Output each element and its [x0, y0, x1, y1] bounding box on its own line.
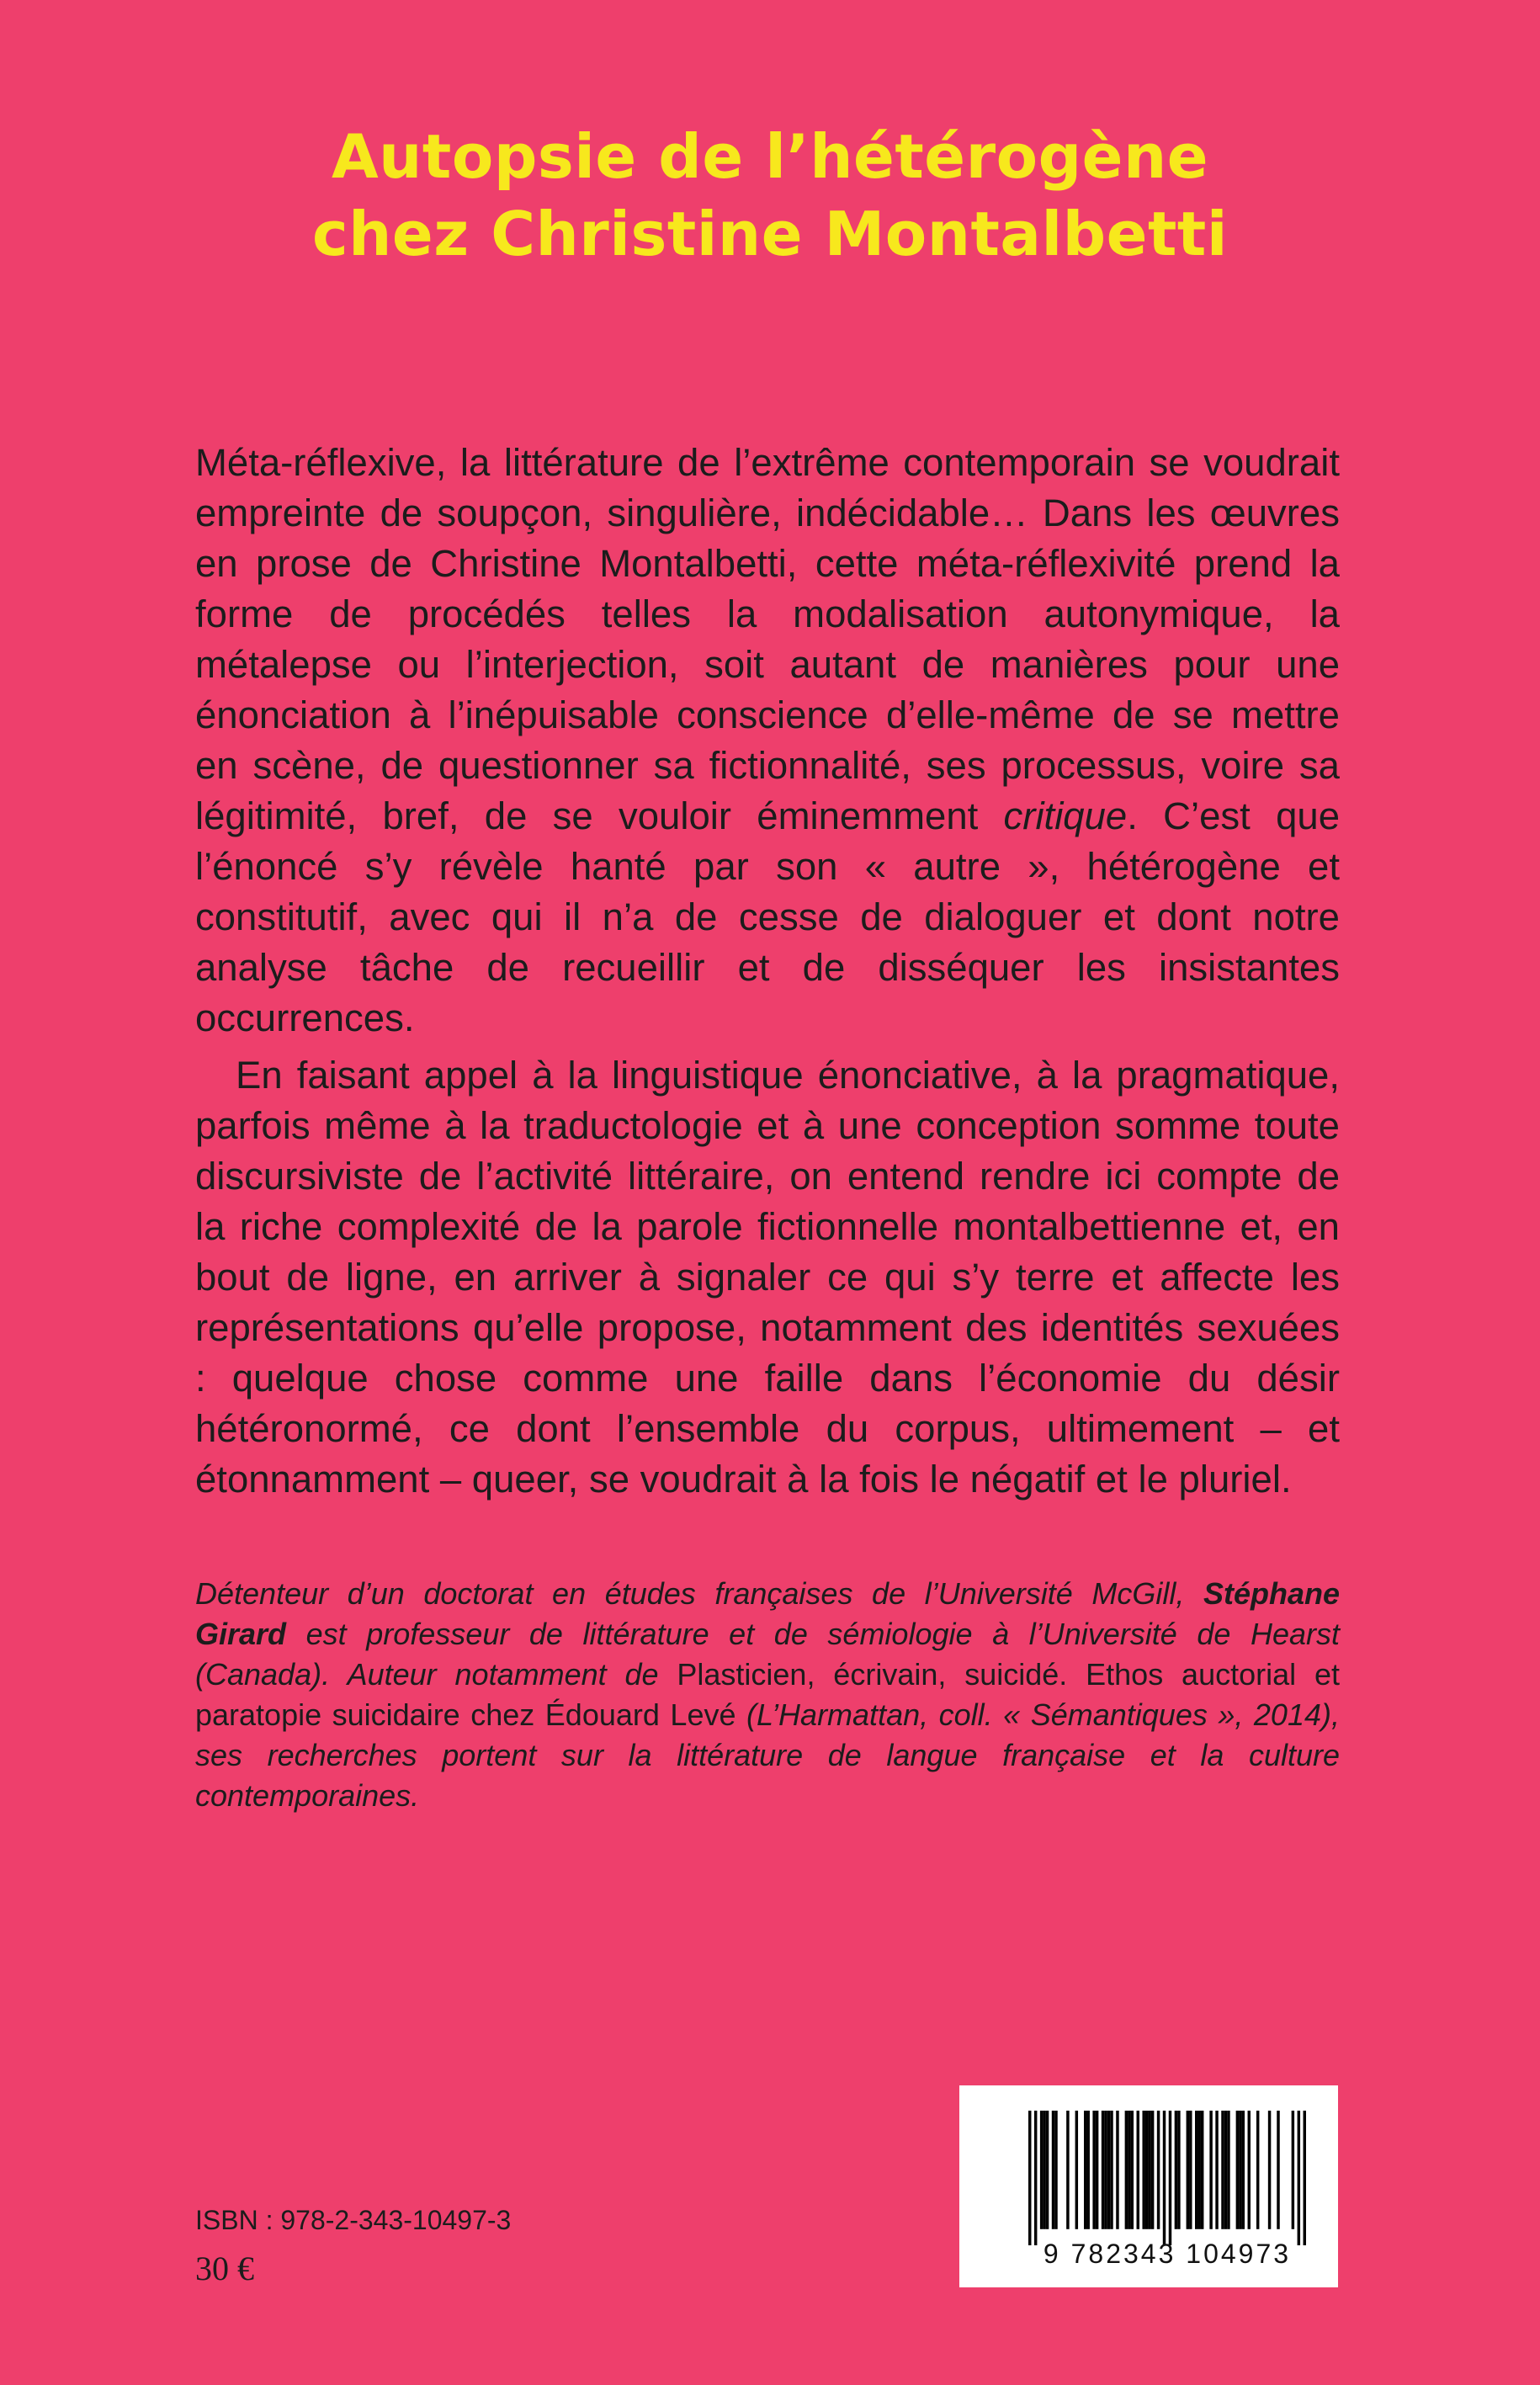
barcode-panel: [959, 2085, 1338, 2287]
barcode-bar: [1224, 2111, 1227, 2229]
barcode-bar: [1131, 2111, 1134, 2229]
barcode-bar: [1248, 2111, 1251, 2229]
book-title: [0, 118, 1540, 273]
barcode-bar: [1215, 2111, 1218, 2229]
barcode-bar: [1110, 2111, 1113, 2229]
barcode-bar: [1096, 2111, 1098, 2229]
barcode-bar: [1084, 2111, 1086, 2229]
barcode-bar: [1236, 2111, 1239, 2229]
barcode-bar: [1175, 2111, 1177, 2229]
barcode-bar: [1298, 2111, 1300, 2245]
title-line-2: chez Christine Montalbetti: [311, 199, 1229, 269]
isbn-label: ISBN : 978-2-343-10497-3: [195, 2205, 512, 2235]
barcode-bar: [1046, 2111, 1049, 2229]
author-bio: [195, 1574, 1340, 1816]
title-line-1: Autopsie de l’hétérogène: [331, 121, 1209, 192]
summary-paragraph-1: [195, 438, 1340, 1044]
barcode-bar: [1292, 2111, 1294, 2229]
barcode-bar: [1227, 2111, 1229, 2229]
barcode-bar: [1256, 2111, 1259, 2229]
barcode-bar: [1187, 2111, 1189, 2229]
barcode-bar: [1151, 2111, 1154, 2229]
barcode-bar: [1189, 2111, 1192, 2229]
barcode-bar: [1145, 2111, 1148, 2229]
author-bio-paragraph: [195, 1574, 1340, 1816]
barcode-bar: [1209, 2111, 1212, 2229]
barcode-bar: [1177, 2111, 1180, 2229]
bio-part-1: Détenteur d’un doctorat en études françaises de l’Université McGill,: [195, 1576, 1203, 1611]
summary-p1-start: Méta-réflexive, la littérature de l’extrême contemporain se voudrait empreinte de soupçon, singulière, indécidable… Dans les œuvres en prose de Christine Montalbetti, cette méta-réflexivité prend la forme de procédés telles la modalisation autonymique, la métalepse ou l’interjection, soit autant de manières pour une énonciation à l’inépuisable conscience d’elle-même de se mettre en scène, de questionner sa fictionnalité, ses processus, voire sa légitimité, bref, de se vouloir éminemment: [195, 441, 1340, 837]
barcode-bar: [1086, 2111, 1089, 2229]
barcode-icon: [1028, 2111, 1306, 2245]
barcode-bar: [1142, 2111, 1144, 2229]
price-label: 30 €: [195, 2250, 254, 2287]
bio-book-title: Plasticien, écrivain, suicidé. Ethos auctorial et paratopie suicidaire chez Édouard Levé: [195, 1657, 1340, 1732]
barcode-bar: [1163, 2111, 1166, 2245]
barcode-bar: [1304, 2111, 1306, 2245]
author-name: Stéphane Girard: [195, 1576, 1340, 1651]
barcode-bar: [1066, 2111, 1069, 2229]
barcode-bar: [1201, 2111, 1203, 2229]
barcode-bar: [1125, 2111, 1128, 2229]
barcode-bar: [1092, 2111, 1095, 2229]
barcode-bar: [1107, 2111, 1110, 2229]
barcode-bar: [1221, 2111, 1224, 2229]
barcode-bar: [1040, 2111, 1043, 2229]
barcode-bar: [1102, 2111, 1104, 2229]
barcode-bar: [1137, 2111, 1139, 2229]
barcode-bar: [1034, 2111, 1037, 2245]
barcode-bar: [1116, 2111, 1118, 2229]
barcode-bar: [1242, 2111, 1245, 2229]
barcode-bar: [1268, 2111, 1271, 2229]
barcode-digits: 9 782343 104973: [1043, 2239, 1292, 2269]
barcode-bar: [1128, 2111, 1130, 2229]
barcode-bar: [1239, 2111, 1241, 2229]
barcode-bar: [1157, 2111, 1160, 2229]
summary-p1-end: . C’est que l’énoncé s’y révèle hanté par son « autre », hétérogène et constitutif, avec qui il n’a de cesse de dialoguer et dont notre analyse tâche de recueillir et de disséquer les insistantes occurrences.: [195, 794, 1340, 1039]
summary-paragraph-2: En faisant appel à la linguistique énonciative, à la pragmatique, parfois même à la traductologie et à une conception somme toute discursiviste de l’activité littéraire, on entend rendre ici compte de la riche complexité de la parole fictionnelle montalbettienne et, en bout de ligne, en arriver à signaler ce qui s’y terre et affecte les représentations qu’elle propose, notamment des identités sexuées : quelque chose comme une faille dans l’économie du désir hétéronormé, ce dont l’ensemble du corpus, ultimement – et étonnamment – queer, se voudrait à la fois le négatif et le pluriel.: [195, 1054, 1340, 1501]
barcode-bar: [1104, 2111, 1107, 2229]
barcode-bar: [1277, 2111, 1279, 2229]
barcode-bar: [1028, 2111, 1031, 2245]
barcode-bar: [1075, 2111, 1078, 2229]
barcode-bar: [1148, 2111, 1150, 2229]
bio-part-3: (L’Harmattan, coll. « Sémantiques », 2014), ses recherches portent sur la littérature de langue française et la culture contemporaines.: [195, 1697, 1340, 1813]
barcode-bar: [1197, 2111, 1200, 2229]
barcode-bar: [1043, 2111, 1045, 2229]
barcode-bar: [1195, 2111, 1197, 2229]
barcode-bar: [1052, 2111, 1054, 2229]
summary-p1-emphasis: critique: [1003, 794, 1128, 837]
bio-part-2: est professeur de littérature et de sémiologie à l’Université de Hearst (Canada). Auteur notamment de: [195, 1617, 1340, 1692]
barcode-bar: [1054, 2111, 1057, 2229]
barcode-bar: [1169, 2111, 1171, 2245]
summary-text: [195, 438, 1340, 1505]
